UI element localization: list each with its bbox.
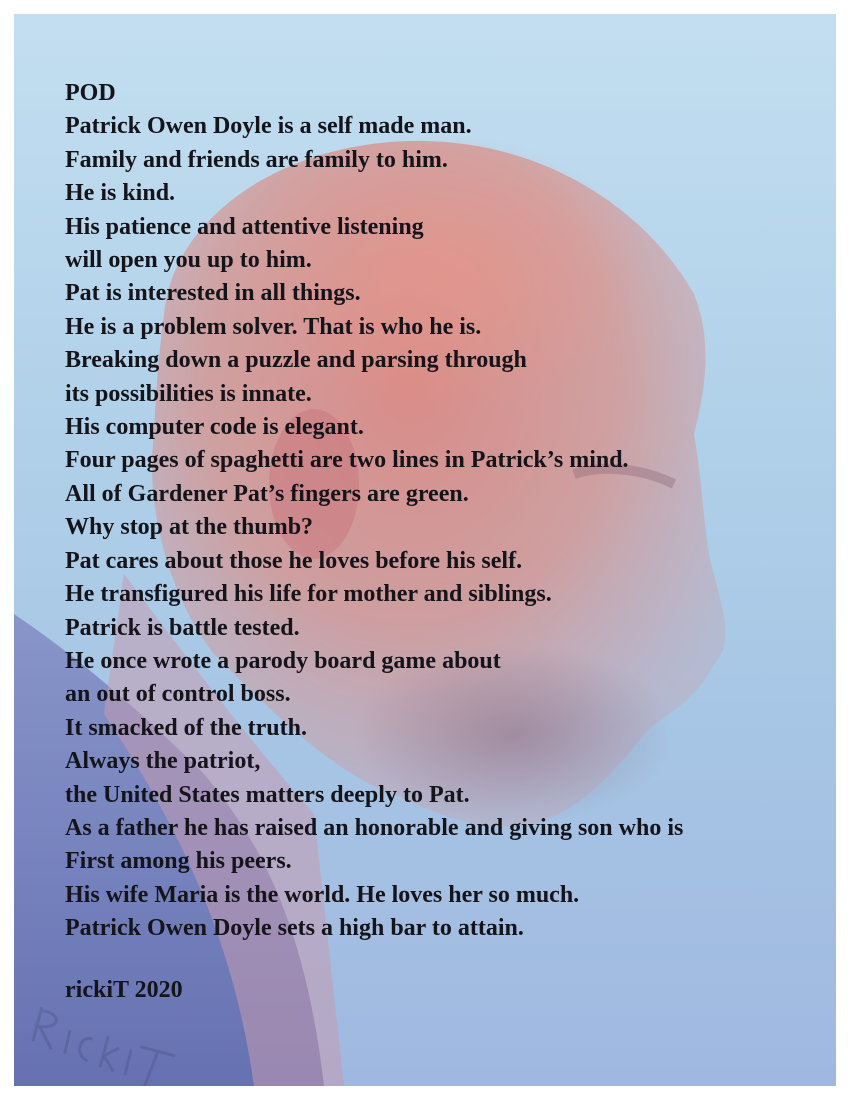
poem-sheet — [14, 14, 836, 1086]
poem-line: All of Gardener Pat’s fingers are green. — [65, 480, 469, 507]
poem-line: Breaking down a puzzle and parsing through — [65, 347, 527, 374]
poem-line: It smacked of the truth. — [65, 714, 307, 741]
poem-line: He is kind. — [65, 180, 176, 207]
poem-line: Family and friends are family to him. — [65, 146, 448, 173]
poem-line: His computer code is elegant. — [65, 414, 364, 441]
poem-line: the United States matters deeply to Pat. — [65, 781, 470, 808]
poem-signature: rickiT 2020 — [65, 977, 183, 1003]
poem-line: His patience and attentive listening — [65, 213, 424, 240]
poem-line: He is a problem solver. That is who he is. — [65, 313, 482, 340]
poem-line: an out of control boss. — [65, 681, 291, 708]
poem-line: First among his peers. — [65, 848, 292, 875]
poem-line: As a father he has raised an honorable and giving son who is — [65, 814, 684, 841]
poem-line: Four pages of spaghetti are two lines in Patrick’s mind. — [65, 447, 629, 474]
poem-line: Patrick Owen Doyle sets a high bar to attain. — [65, 915, 524, 942]
poem-line: its possibilities is innate. — [65, 380, 312, 407]
poem-line: His wife Maria is the world. He loves her so much. — [65, 881, 580, 908]
poem-line: Patrick Owen Doyle is a self made man. — [65, 113, 472, 140]
poem-title: POD — [65, 80, 116, 106]
poem-line: He once wrote a parody board game about — [65, 647, 501, 674]
poem-line: Why stop at the thumb? — [65, 514, 314, 541]
poem-line: He transfigured his life for mother and siblings. — [65, 581, 552, 608]
poem-line: Pat is interested in all things. — [65, 280, 361, 307]
poem-line: Always the patriot, — [65, 748, 261, 775]
poem-text — [65, 77, 825, 946]
poem-line: Patrick is battle tested. — [65, 614, 300, 641]
poem-line: Pat cares about those he loves before his self. — [65, 547, 523, 574]
poem-line: will open you up to him. — [65, 247, 312, 274]
